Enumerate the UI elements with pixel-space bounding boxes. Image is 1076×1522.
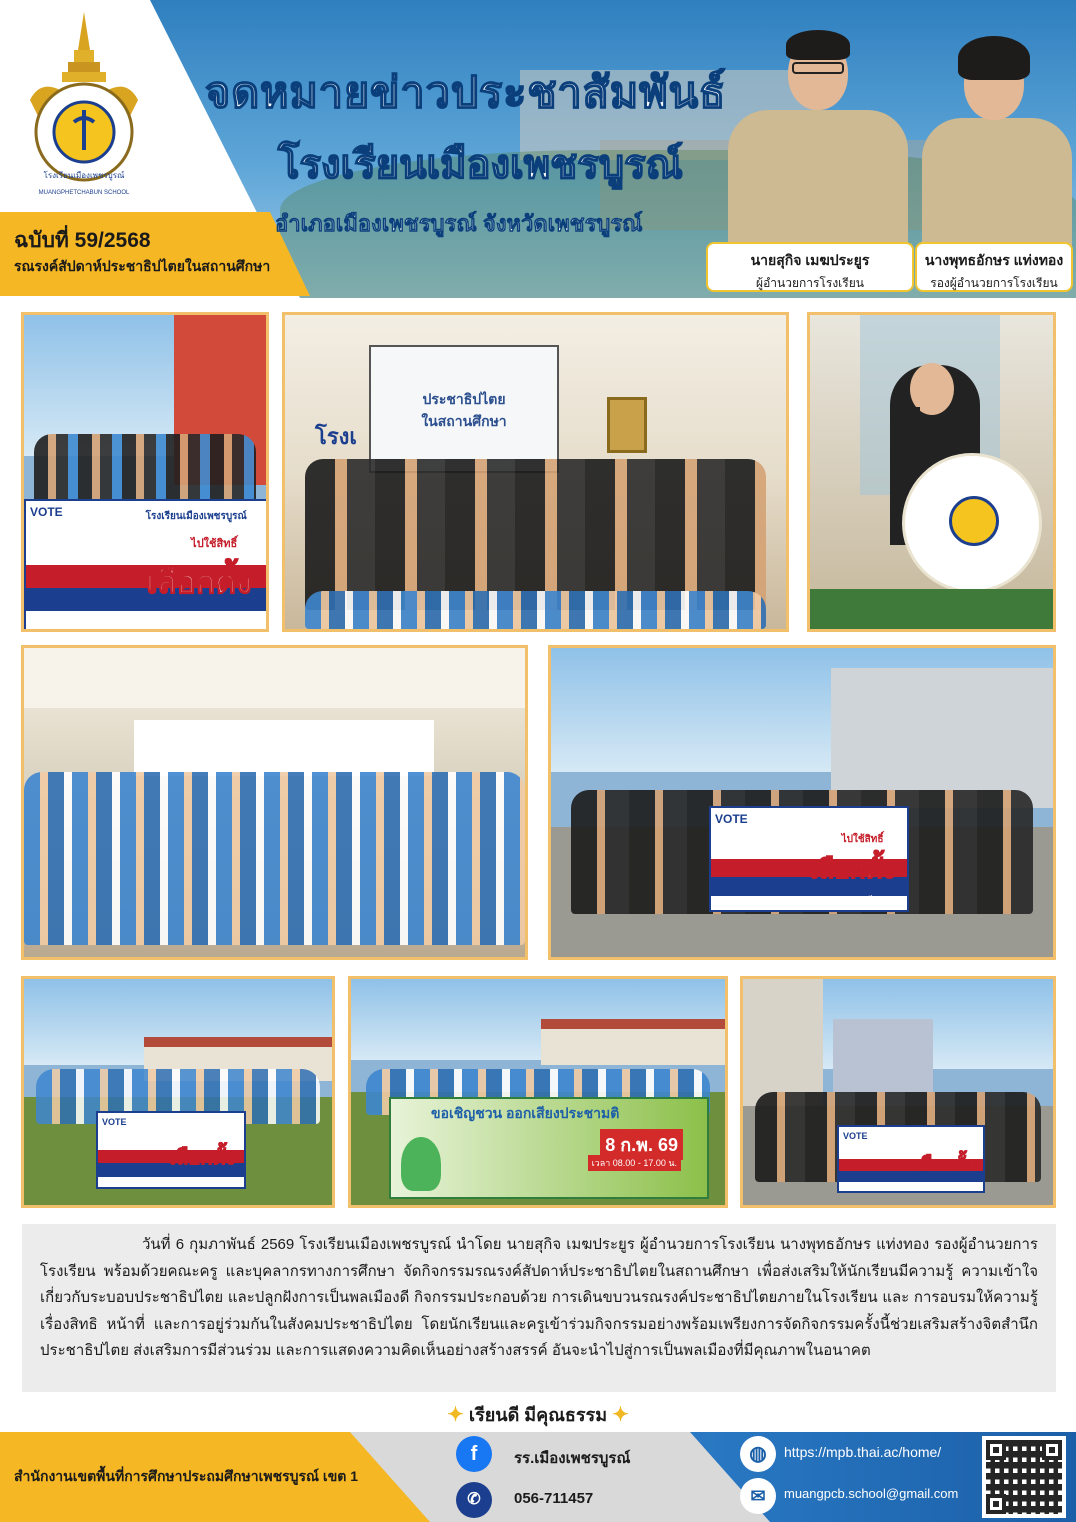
photo-field-2 (348, 976, 728, 1208)
deputy-role: รองผู้อำนวยการโรงเรียน (930, 276, 1058, 290)
website-link[interactable]: https://mpb.thai.ac/home/ (784, 1444, 942, 1460)
phone-icon[interactable]: ✆ (456, 1482, 492, 1518)
school-emblem-sign (902, 453, 1042, 593)
article-paragraph: วันที่ 6 กุมภาพันธ์ 2569 โรงเรียนเมืองเพชรบูรณ์ นำโดย นายสุกิจ เมฆประยูร ผู้อำนวยการโรงเรียน นางพุทธอักษร แท่งทอง รองผู้อำนวยการโรงเรียน พร้อมด้วยคณะครู และบุคลากรทางการศึกษา จัดกิจกรรมรณรงค์สัปดาห์ประชาธิปไตยในสถานศึกษา เพื่อส่งเสริมให้นักเรียนมีความรู้ ความเข้าใจเกี่ยวกับระบอบประชาธิปไตย และปลูกฝังการเป็นพลเมืองดี กิจกรรมประกอบด้วย การเดินขบวนรณรงค์ประชาธิปไตยภายในโรงเรียน และ การอบรมให้ความรู้เรื่องสิทธิ หน้าที่ และการอยู่ร่วมกันในสังคมประชาธิปไตย โดยนักเรียนและครูเข้าร่วมกิจกรรมอย่างพร้อมเพรียงการจัดกิจกรรมครั้งนี้ช่วยเสริมสร้างจิตสำนึกประชาธิปไตย ส่งเสริมการมีส่วนร่วม และการแสดงความคิดเห็นอย่างสร้างสรรค์ อันจะนำไปสู่การเป็นพลเมืองที่มีคุณภาพในอนาคต (40, 1236, 1038, 1359)
logo-caption-en: MUANGPHETCHABUN SCHOOL (38, 190, 130, 196)
deputy-nameplate (915, 242, 1073, 292)
vote-banner: VOTE เลือกตั้ง (96, 1111, 246, 1189)
issue-number: ฉบับที่ 59/2568 (14, 229, 151, 252)
photo-field-1 (21, 976, 335, 1208)
phone-number[interactable]: 056-711457 (514, 1490, 594, 1507)
photo-speaker (807, 312, 1056, 632)
star-icon: ✦ (612, 1404, 629, 1426)
deputy-name: นางพุทธอักษร แท่งทอง (924, 252, 1064, 268)
deputy-director-photo (918, 18, 1074, 248)
vote-banner: VOTE โรงเรียนเมืองเพชรบูรณ์ ไปใช้สิทธิ์ เลือกตั้ง และออกเสียง (24, 499, 268, 631)
footer (0, 1432, 1076, 1522)
facebook-page[interactable]: รร.เมืองเพชรบูรณ์ (514, 1450, 631, 1467)
director-role: ผู้อำนวยการโรงเรียน (756, 276, 864, 290)
article-body (22, 1224, 1056, 1392)
photo-street-parade-1 (21, 312, 269, 632)
mail-icon[interactable]: ✉ (740, 1478, 776, 1514)
school-motto (0, 1400, 1076, 1429)
photo-street-parade-3 (740, 976, 1056, 1208)
director-name: นายสุกิจ เมฆประยูร (750, 252, 870, 268)
facebook-icon[interactable]: f (456, 1436, 492, 1472)
globe-icon[interactable]: ◍ (740, 1436, 776, 1472)
referendum-banner: ขอเชิญชวน ออกเสียงประชามติ 8 ก.พ. 69 เวลา 08.00 - 17.00 น. (389, 1097, 709, 1199)
photo-audience (21, 645, 528, 960)
vote-banner: VOTE ไปใช้สิทธิ์ เลือกตั้ง และออกเสียง (709, 806, 909, 912)
motto-text: เรียนดี มีคุณธรรม (468, 1405, 608, 1425)
photo-street-parade-2 (548, 645, 1056, 960)
district-title: อำเภอเมืองเพชรบูรณ์ จังหวัดเพชรบูรณ์ (275, 211, 643, 236)
issue-subject: รณรงค์สัปดาห์ประชาธิปไตยในสถานศึกษา (14, 258, 271, 274)
email-link[interactable]: muangpcb.school@gmail.com (784, 1486, 959, 1501)
logo-caption: โรงเรียนเมืองเพชรบูรณ์ (43, 171, 125, 180)
qr-code[interactable] (982, 1436, 1066, 1518)
education-office: สำนักงานเขตพื้นที่การศึกษาประถมศึกษาเพชรบูรณ์ เขต 1 (14, 1468, 359, 1484)
director-nameplate (706, 242, 914, 292)
director-photo (720, 18, 916, 248)
vote-banner: VOTE เลือกตั้ง (837, 1125, 985, 1193)
newsletter-title: จดหมายข่าวประชาสัมพันธ์ (205, 69, 727, 117)
star-icon: ✦ (447, 1404, 464, 1426)
school-name-title: โรงเรียนเมืองเพชรบูรณ์ (278, 143, 683, 187)
photo-hall-presentation: ประชาธิปไตย ในสถานศึกษา โรงเ (282, 312, 789, 632)
newsletter-header (0, 0, 1076, 298)
school-logo (20, 10, 148, 206)
